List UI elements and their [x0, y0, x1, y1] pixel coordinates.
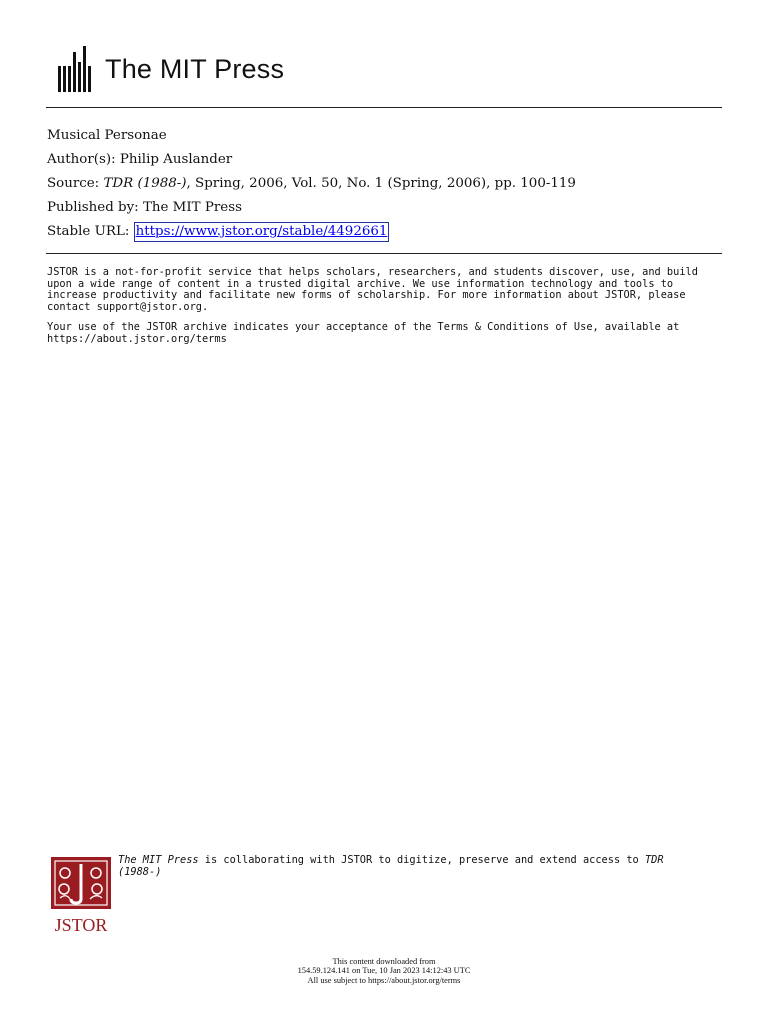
- logo-bar: [68, 66, 71, 92]
- footer-line-2: 154.59.124.141 on Tue, 10 Jan 2023 14:12:43 UTC: [297, 966, 471, 976]
- download-footer: [0, 957, 768, 985]
- author-name: Philip Auslander: [119, 152, 233, 167]
- article-title: Musical Personae: [47, 128, 167, 143]
- logo-bar: [63, 66, 66, 92]
- jstor-logo-text: JSTOR: [54, 915, 108, 933]
- article-metadata: [47, 124, 576, 244]
- publisher-name: The MIT Press: [142, 200, 242, 215]
- published-label: Published by:: [47, 200, 139, 215]
- logo-bar: [83, 46, 86, 92]
- publisher-row: [47, 196, 576, 220]
- collab-journal: TDR (1988-): [118, 854, 664, 878]
- source-details: , Spring, 2006, Vol. 50, No. 1 (Spring, 2006), pp. 100-119: [186, 176, 576, 191]
- mit-press-bars-icon: [58, 46, 91, 92]
- stable-url-link[interactable]: https://www.jstor.org/stable/4492661: [134, 222, 390, 242]
- collab-publisher: The MIT Press: [118, 854, 199, 866]
- notice-paragraph-terms: Your use of the JSTOR archive indicates your acceptance of the Terms & Conditions of Use, available at https://about.jstor.org/terms: [47, 321, 680, 345]
- source-row: [47, 172, 576, 196]
- jstor-notice: [47, 267, 723, 354]
- jstor-logo-icon: [48, 855, 114, 933]
- header-divider: [46, 107, 722, 108]
- stable-url-label: Stable URL:: [47, 224, 130, 239]
- footer-line-1: This content downloaded from: [332, 957, 436, 966]
- logo-bar: [78, 62, 81, 92]
- collab-message: is collaborating with JSTOR to digitize, preserve and extend access to: [198, 854, 645, 866]
- author-row: [47, 148, 576, 172]
- source-journal: TDR (1988-): [103, 176, 187, 191]
- footer-line-3: All use subject to https://about.jstor.org/terms: [307, 975, 461, 985]
- mit-press-logo-text: The MIT Press: [105, 53, 285, 84]
- logo-bar: [58, 66, 61, 92]
- logo-bar: [88, 66, 91, 92]
- author-label: Author(s):: [47, 152, 116, 167]
- mit-press-logo: [58, 46, 284, 92]
- source-label: Source:: [47, 176, 100, 191]
- collaboration-block: [48, 855, 708, 935]
- collaboration-text: [118, 855, 673, 878]
- notice-paragraph-service: JSTOR is a not-for-profit service that helps scholars, researchers, and students discover, use, and build upon a wide range of content in a trusted digital archive. We use information technology and tools to increase productivity and facilitate new forms of scholarship. For more information about JSTOR, please contact support@jstor.org.: [47, 266, 698, 313]
- stable-url-row: [47, 220, 576, 244]
- logo-bar: [73, 52, 76, 92]
- metadata-divider: [46, 253, 722, 254]
